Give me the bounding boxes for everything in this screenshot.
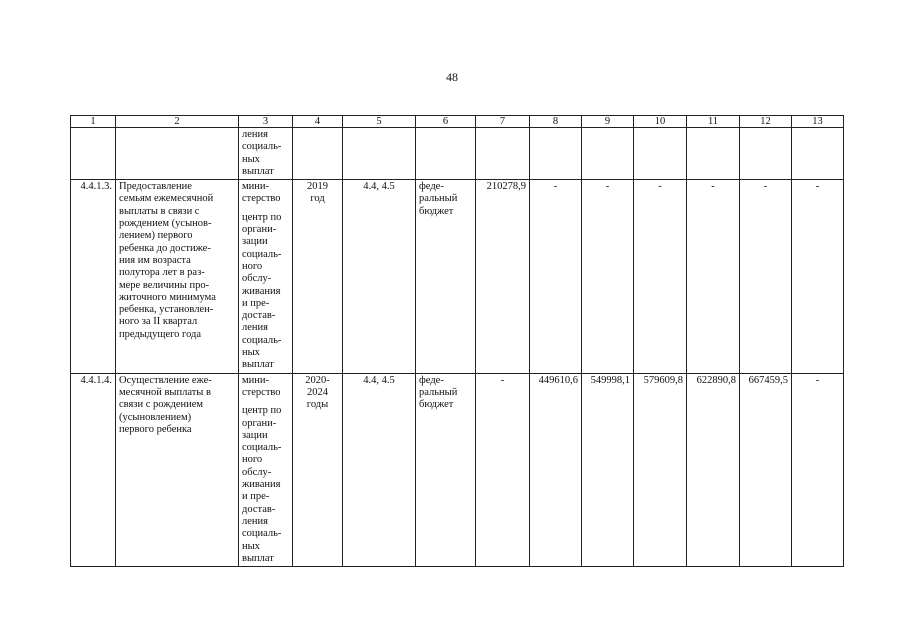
text-line: год <box>310 193 325 205</box>
column-number-10: 10 <box>634 116 687 128</box>
indicators-cell: 4.4, 4.5 <box>343 180 416 373</box>
text-line: органи- <box>242 224 277 236</box>
measure-name-cell <box>116 180 239 373</box>
funding-value-cell: - <box>530 180 582 373</box>
text-line: выплат <box>242 552 274 564</box>
text-line: социаль- <box>242 334 282 346</box>
text-line: феде- <box>419 181 444 193</box>
empty-cell <box>530 128 582 180</box>
column-number-3: 3 <box>239 116 293 128</box>
executor-cell <box>239 373 293 566</box>
text-line: достав- <box>242 310 276 322</box>
text-line: 2020- <box>305 374 330 386</box>
text-line: Предоставление <box>119 181 192 193</box>
text-line: рождением (усынов- <box>119 218 212 230</box>
text-line: годы <box>306 399 329 411</box>
text-line: бюджет <box>419 205 454 217</box>
funding-value-cell: - <box>792 180 844 373</box>
page-number: 48 <box>446 70 458 84</box>
column-number-13: 13 <box>792 116 844 128</box>
column-number-7: 7 <box>476 116 530 128</box>
text-line: и пре- <box>242 491 270 503</box>
column-number-9: 9 <box>582 116 634 128</box>
funding-value-cell: - <box>476 373 530 566</box>
text-line: выплат <box>242 359 274 371</box>
measure-name-cell <box>116 373 239 566</box>
text-line: связи с рождением <box>119 399 204 411</box>
table-row <box>71 373 844 566</box>
continuation-row <box>71 128 844 180</box>
text-line: живания <box>242 479 281 491</box>
text-line: ных <box>242 153 260 165</box>
text-line: ральный <box>419 193 458 205</box>
text-line: семьям ежемесячной <box>119 193 214 205</box>
table-row <box>71 180 844 373</box>
text-line: месячной выплаты в <box>119 386 211 398</box>
period-cell <box>293 373 343 566</box>
text-line: живания <box>242 285 281 297</box>
text-line: стерство <box>242 386 281 398</box>
text-line: зации <box>242 236 268 248</box>
text-line: органи- <box>242 417 277 429</box>
text-line: первого ребенка <box>119 423 192 435</box>
funding-value-cell: 449610,6 <box>530 373 582 566</box>
column-number-4: 4 <box>293 116 343 128</box>
text-line: ного за II квартал <box>119 316 198 328</box>
empty-cell <box>792 128 844 180</box>
text-line: (усыновлением) <box>119 411 192 423</box>
funding-value-cell: 579609,8 <box>634 373 687 566</box>
empty-cell <box>293 128 343 180</box>
executor-cell <box>239 128 293 180</box>
text-line: житочного минимума <box>119 291 216 303</box>
empty-cell <box>687 128 740 180</box>
executor-cell <box>239 180 293 373</box>
text-line: мере величины про- <box>119 279 210 291</box>
empty-cell <box>582 128 634 180</box>
text-line: выплаты в связи с <box>119 205 200 217</box>
funding-source-cell <box>416 180 476 373</box>
text-line: мини- <box>242 374 269 386</box>
funding-value-cell: - <box>792 373 844 566</box>
text-line: ного <box>242 260 263 272</box>
empty-cell <box>343 128 416 180</box>
funding-value-cell: - <box>687 180 740 373</box>
period-cell <box>293 180 343 373</box>
column-number-5: 5 <box>343 116 416 128</box>
text-line: ления <box>242 322 268 334</box>
empty-cell <box>416 128 476 180</box>
text-line: мини- <box>242 181 269 193</box>
text-line: феде- <box>419 374 444 386</box>
text-line: ного <box>242 454 263 466</box>
text-line: ребенка до достиже- <box>119 242 211 254</box>
text-line: ребенка, установлен- <box>119 304 214 316</box>
row-code-cell: 4.4.1.3. <box>71 180 116 373</box>
text-line: ральный <box>419 386 458 398</box>
text-line: социаль- <box>242 248 282 260</box>
column-number-row <box>71 116 844 128</box>
column-number-8: 8 <box>530 116 582 128</box>
indicators-cell: 4.4, 4.5 <box>343 373 416 566</box>
funding-value-cell: 549998,1 <box>582 373 634 566</box>
text-line: зации <box>242 429 268 441</box>
column-number-1: 1 <box>71 116 116 128</box>
empty-cell <box>116 128 239 180</box>
text-line: 2019 <box>307 181 328 193</box>
column-number-2: 2 <box>116 116 239 128</box>
text-line: стерство <box>242 193 281 205</box>
empty-cell <box>476 128 530 180</box>
column-number-12: 12 <box>740 116 792 128</box>
text-line: выплат <box>242 165 274 177</box>
text-line: лением) первого <box>119 230 193 242</box>
funding-value-cell: 622890,8 <box>687 373 740 566</box>
text-line: ления <box>242 515 268 527</box>
text-line: центр по <box>242 211 282 223</box>
funding-value-cell: - <box>740 180 792 373</box>
text-line: социаль- <box>242 528 282 540</box>
text-line: ных <box>242 347 260 359</box>
text-line: ных <box>242 540 260 552</box>
text-line: и пре- <box>242 297 270 309</box>
text-line: Осуществление еже- <box>119 374 212 386</box>
text-line: полутора лет в раз- <box>119 267 205 279</box>
funding-value-cell: 667459,5 <box>740 373 792 566</box>
text-line: центр по <box>242 405 282 417</box>
text-line: социаль- <box>242 141 282 153</box>
text-line: обслу- <box>242 273 272 285</box>
text-line: бюджет <box>419 399 454 411</box>
text-line: ния им возраста <box>119 254 191 266</box>
text-line: достав- <box>242 503 276 515</box>
program-table <box>70 115 844 567</box>
empty-cell <box>71 128 116 180</box>
funding-source-cell <box>416 373 476 566</box>
empty-cell <box>634 128 687 180</box>
row-code-cell: 4.4.1.4. <box>71 373 116 566</box>
text-line: 2024 <box>307 386 328 398</box>
column-number-11: 11 <box>687 116 740 128</box>
funding-value-cell: - <box>582 180 634 373</box>
text-line: ления <box>242 129 268 140</box>
funding-value-cell: - <box>634 180 687 373</box>
empty-cell <box>740 128 792 180</box>
text-line: обслу- <box>242 466 272 478</box>
text-line: социаль- <box>242 442 282 454</box>
text-line: предыдущего года <box>119 328 202 340</box>
column-number-6: 6 <box>416 116 476 128</box>
funding-value-cell: 210278,9 <box>476 180 530 373</box>
